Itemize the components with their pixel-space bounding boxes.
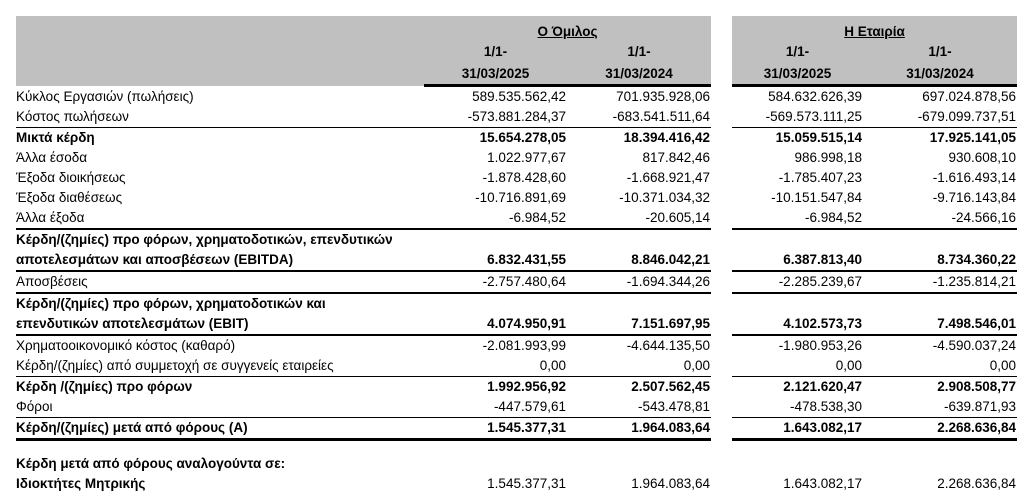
value-cell: 4.074.950,91 — [424, 293, 567, 335]
value-cell: 6.832.431,55 — [424, 229, 567, 271]
value-cell: 2.507.562,45 — [631, 379, 711, 394]
value-cell: 1.545.377,31 — [424, 418, 567, 440]
value-cell: -1.785.407,23 — [778, 170, 863, 185]
date-header: 31/03/2024 — [567, 62, 711, 86]
value-cell: 8.846.042,21 — [567, 229, 711, 271]
value-cell: 18.394.416,42 — [623, 130, 711, 145]
column-gap — [711, 397, 732, 418]
column-gap — [711, 16, 732, 42]
table-row — [16, 86, 1017, 108]
table-row — [16, 377, 1017, 398]
column-gap — [711, 293, 732, 335]
row-label — [16, 293, 424, 335]
column-gap — [711, 474, 732, 494]
value-cell: 2.268.636,84 — [937, 476, 1017, 491]
column-gap — [711, 271, 732, 293]
value-cell: -543.478,81 — [567, 397, 711, 418]
company-header: Η Εταιρία — [844, 24, 905, 39]
table-row — [16, 107, 1017, 128]
value-cell: -447.579,61 — [424, 397, 567, 418]
row-label: Έξοδα διοικήσεως — [16, 170, 126, 185]
row-label: Άλλα έσοδα — [16, 150, 88, 165]
value-cell: -1.878.428,60 — [482, 170, 566, 185]
date-header: 31/03/2025 — [732, 62, 863, 86]
row-label-line1: Κέρδη/(ζημίες) προ φόρων, χρηματοδοτικών, επενδυτικών — [16, 232, 393, 247]
column-gap — [711, 335, 732, 356]
value-cell: 17.925.141,05 — [929, 130, 1017, 145]
period-prefix: 1/1- — [732, 42, 863, 62]
value-cell: 8.734.360,22 — [863, 229, 1017, 271]
value-cell: 1.992.956,92 — [487, 379, 566, 394]
value-cell: -1.694.344,26 — [567, 271, 711, 293]
value-cell: 589.535.562,42 — [472, 89, 566, 104]
value-cell: 0,00 — [567, 356, 711, 377]
value-cell: 0,00 — [732, 356, 863, 377]
value-cell: 1.643.082,17 — [783, 476, 863, 491]
column-gap — [711, 62, 732, 86]
value-cell: -10.151.547,84 — [771, 190, 863, 205]
row-label: Κέρδη /(ζημίες) προ φόρων — [16, 379, 193, 394]
column-gap — [711, 418, 732, 440]
table-row — [16, 148, 1017, 168]
value-cell: -1.616.493,14 — [932, 170, 1017, 185]
value-cell: 986.998,18 — [794, 150, 863, 165]
table-row — [16, 474, 1017, 494]
column-gap — [711, 86, 732, 108]
column-gap — [711, 42, 732, 62]
row-label: Χρηματοοικονομικό κόστος (καθαρό) — [16, 338, 236, 353]
header-group-titles — [16, 16, 1017, 42]
value-cell: 697.024.878,56 — [922, 89, 1017, 104]
column-gap — [711, 208, 732, 229]
row-label: Έξοδα διαθέσεως — [16, 190, 123, 205]
value-cell: 1.964.083,64 — [567, 418, 711, 440]
value-cell: 584.632.626,39 — [768, 89, 863, 104]
column-gap — [711, 188, 732, 208]
value-cell: 1.964.083,64 — [631, 476, 711, 491]
column-gap — [711, 128, 732, 149]
table-row-net-profit — [16, 418, 1017, 440]
header-empty-cell — [16, 16, 424, 42]
table-row-ebit — [16, 293, 1017, 335]
period-prefix: 1/1- — [863, 42, 1017, 62]
value-cell: -2.081.993,99 — [482, 338, 566, 353]
date-header: 31/03/2024 — [863, 62, 1017, 86]
value-cell: 1.643.082,17 — [732, 418, 863, 440]
row-label: Άλλα έξοδα — [16, 208, 424, 229]
row-label: Αποσβέσεις — [16, 271, 424, 293]
value-cell: -6.984,52 — [424, 208, 567, 229]
row-label: Κέρδη/(ζημίες) από συμμετοχή σε συγγενείς εταιρείες — [16, 356, 424, 377]
row-label: Ιδιοκτήτες Μητρικής — [16, 476, 146, 491]
header-dates-row — [16, 62, 1017, 86]
period-prefix: 1/1- — [567, 42, 711, 62]
value-cell: -6.984,52 — [732, 208, 863, 229]
row-label: Μικτά κέρδη — [16, 130, 95, 145]
value-cell: -9.716.143,84 — [932, 190, 1017, 205]
header-empty-cell — [16, 62, 424, 86]
table-row — [16, 356, 1017, 377]
column-gap — [711, 377, 732, 398]
value-cell: -24.566,16 — [863, 208, 1017, 229]
value-cell: 930.608,10 — [948, 150, 1017, 165]
table-row — [16, 397, 1017, 418]
value-cell: -1.235.814,21 — [863, 271, 1017, 293]
value-cell: 0,00 — [424, 356, 567, 377]
spacer-cell — [16, 440, 1017, 455]
table-row — [16, 335, 1017, 356]
spacer-row — [16, 440, 1017, 455]
row-label-line1: Κέρδη/(ζημίες) προ φόρων, χρηματοδοτικών και — [16, 296, 326, 311]
table-row — [16, 271, 1017, 293]
value-cell: 6.387.813,40 — [732, 229, 863, 271]
row-label: Κέρδη/(ζημίες) μετά από φόρους (Α) — [16, 418, 424, 440]
value-cell: 817.842,46 — [642, 150, 711, 165]
value-cell: -569.573.111,25 — [732, 107, 863, 128]
value-cell: 2.908.508,77 — [937, 379, 1017, 394]
table-row — [16, 128, 1017, 149]
value-cell: 4.102.573,73 — [732, 293, 863, 335]
value-cell: -679.099.737,51 — [863, 107, 1017, 128]
column-gap — [711, 229, 732, 271]
value-cell — [567, 454, 711, 474]
value-cell: -1.980.953,26 — [778, 338, 863, 353]
value-cell — [863, 454, 1017, 474]
value-cell: 15.654.278,05 — [479, 130, 566, 145]
row-label — [16, 229, 424, 271]
income-statement-table — [16, 16, 1017, 494]
row-label: Φόροι — [16, 397, 424, 418]
value-cell: 1.022.977,67 — [487, 150, 566, 165]
value-cell: -4.644.135,50 — [626, 338, 711, 353]
period-prefix: 1/1- — [424, 42, 567, 62]
value-cell: 7.151.697,95 — [567, 293, 711, 335]
value-cell: -4.590.037,24 — [932, 338, 1017, 353]
column-gap — [711, 454, 732, 474]
value-cell: 0,00 — [863, 356, 1017, 377]
table-row — [16, 168, 1017, 188]
value-cell: 2.121.620,47 — [783, 379, 863, 394]
column-gap — [711, 107, 732, 128]
value-cell: -639.871,93 — [863, 397, 1017, 418]
date-header: 31/03/2025 — [424, 62, 567, 86]
value-cell: -1.668.921,47 — [626, 170, 711, 185]
row-label: Κέρδη μετά από φόρους αναλογούντα σε: — [16, 456, 286, 471]
value-cell: -20.605,14 — [567, 208, 711, 229]
table-row — [16, 454, 1017, 474]
table-row-ebitda — [16, 229, 1017, 271]
row-label: Κύκλος Εργασιών (πωλήσεις) — [16, 89, 194, 104]
value-cell: -573.881.284,37 — [424, 107, 567, 128]
value-cell: 1.545.377,31 — [487, 476, 566, 491]
column-gap — [711, 356, 732, 377]
value-cell: 7.498.546,01 — [863, 293, 1017, 335]
column-gap — [711, 168, 732, 188]
value-cell: -10.716.891,69 — [475, 190, 566, 205]
company-header-cell — [732, 16, 1017, 42]
value-cell: 701.935.928,06 — [616, 89, 711, 104]
value-cell: -683.541.511,64 — [567, 107, 711, 128]
header-period-prefix-row — [16, 42, 1017, 62]
group-header-cell — [424, 16, 711, 42]
value-cell: 15.059.515,14 — [775, 130, 863, 145]
header-empty-cell — [16, 42, 424, 62]
value-cell: 2.268.636,84 — [863, 418, 1017, 440]
value-cell: -478.538,30 — [732, 397, 863, 418]
value-cell: -2.757.480,64 — [424, 271, 567, 293]
row-label-line2: επενδυτικών αποτελεσμάτων (EBIT) — [16, 316, 249, 331]
table-row — [16, 208, 1017, 229]
column-gap — [711, 148, 732, 168]
row-label: Κόστος πωλήσεων — [16, 107, 424, 128]
group-header: Ο Όμιλος — [537, 24, 598, 39]
table-row — [16, 188, 1017, 208]
value-cell — [732, 454, 863, 474]
value-cell: -2.285.239,67 — [732, 271, 863, 293]
row-label-line2: αποτελεσμάτων και αποσβέσεων (EBITDA) — [16, 252, 294, 267]
value-cell: -10.371.034,32 — [619, 190, 711, 205]
value-cell — [424, 454, 567, 474]
